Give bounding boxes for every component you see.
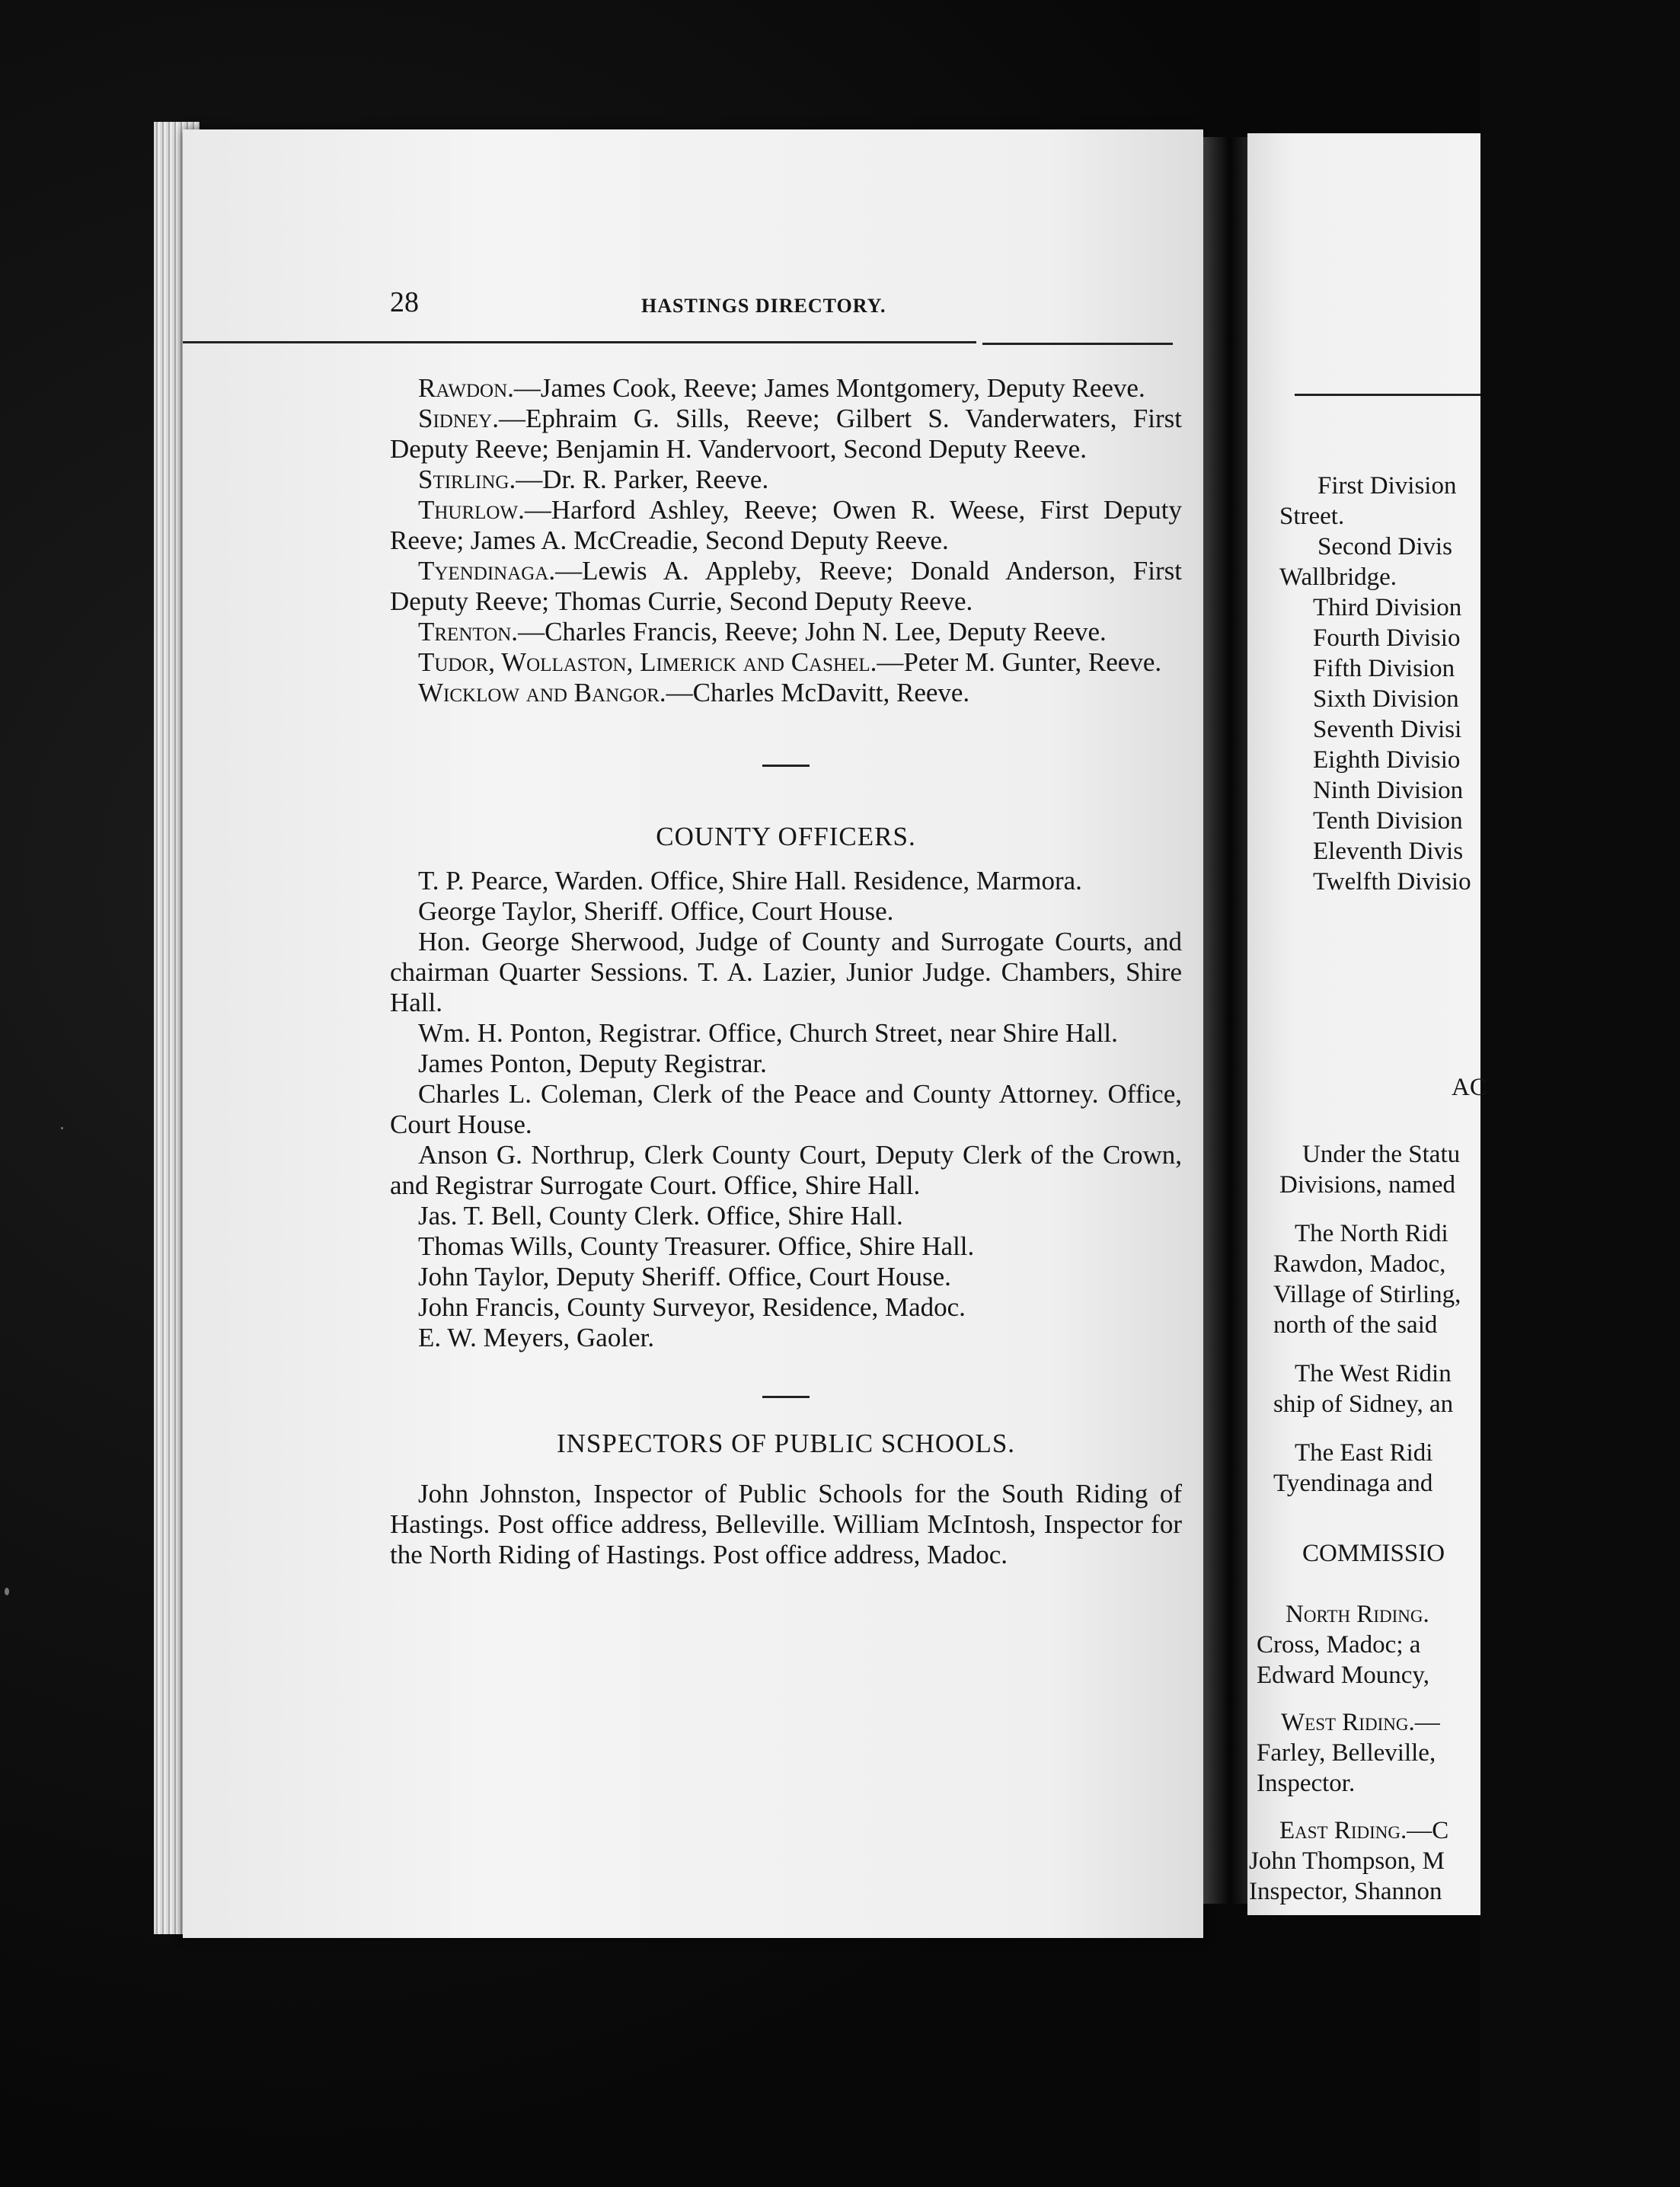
right-line: Farley, Belleville, bbox=[1257, 1739, 1436, 1767]
officer-entry: Thomas Wills, County Treasurer. Office, Shire Hall. bbox=[418, 1231, 975, 1261]
right-line: John Thompson, M bbox=[1249, 1847, 1445, 1875]
right-line: Edward Mouncy, bbox=[1257, 1662, 1429, 1689]
right-line: Cross, Madoc; a bbox=[1257, 1631, 1421, 1659]
right-line: Fourth Divisio bbox=[1313, 624, 1461, 652]
right-line: Second Divis bbox=[1317, 533, 1452, 560]
right-line: Rawdon, Madoc, bbox=[1273, 1250, 1446, 1278]
right-line: Sixth Division bbox=[1313, 685, 1459, 713]
right-line: Eleventh Divis bbox=[1313, 838, 1464, 865]
right-page-commissioners bbox=[1249, 1599, 1508, 1907]
county-officers-heading: COUNTY OFFICERS. bbox=[656, 822, 916, 851]
right-line: Fifth Division bbox=[1313, 655, 1455, 682]
reeve-entry: Tyendinaga.—Lewis A. Appleby, Reeve; Donald Anderson, First Deputy Reeve; Thomas Currie, Second Deputy Reeve. bbox=[390, 556, 1182, 616]
right-line: Ninth Division bbox=[1313, 777, 1464, 804]
header-rule-right bbox=[982, 343, 1173, 345]
reeve-entry: Trenton.—Charles Francis, Reeve; John N. Lee, Deputy Reeve. bbox=[418, 617, 1107, 647]
officer-entry: E. W. Meyers, Gaoler. bbox=[418, 1323, 655, 1352]
left-page-body bbox=[390, 373, 1182, 1570]
film-speck bbox=[61, 1127, 63, 1129]
book-gutter bbox=[1203, 137, 1247, 1904]
officer-entry: Charles L. Coleman, Clerk of the Peace and County Attorney. Office, Court House. bbox=[390, 1079, 1182, 1139]
reeve-entry: Rawdon.—James Cook, Reeve; James Montgomery, Deputy Reeve. bbox=[418, 373, 1145, 403]
inspectors-heading: INSPECTORS OF PUBLIC SCHOOLS. bbox=[556, 1429, 1016, 1458]
officer-entry: John Francis, County Surveyor, Residence, Madoc. bbox=[418, 1292, 966, 1322]
right-heading-ac: AC bbox=[1452, 1074, 1487, 1101]
right-line: The North Ridi bbox=[1295, 1220, 1448, 1247]
reeve-entry: Tudor, Wollaston, Limerick and Cashel.—Peter M. Gunter, Reeve. bbox=[418, 647, 1162, 677]
right-line: Eighth Divisio bbox=[1313, 746, 1461, 774]
officer-entry: John Taylor, Deputy Sheriff. Office, Court House. bbox=[418, 1262, 951, 1291]
right-line: The West Ridin bbox=[1295, 1360, 1452, 1387]
header-rule bbox=[183, 341, 976, 343]
officer-entry: George Taylor, Sheriff. Office, Court House. bbox=[418, 896, 894, 926]
right-header-rule bbox=[1295, 394, 1480, 396]
page-number: 28 bbox=[390, 286, 419, 318]
right-line: Inspector. bbox=[1257, 1770, 1356, 1797]
right-line: North Riding. bbox=[1286, 1601, 1429, 1628]
right-line: ship of Sidney, an bbox=[1273, 1390, 1454, 1418]
right-line: The East Ridi bbox=[1295, 1439, 1433, 1467]
section-divider bbox=[762, 765, 810, 767]
officer-entry: Anson G. Northrup, Clerk County Court, Deputy Clerk of the Crown, and Registrar Surrogate Court. Office, Shire Hall. bbox=[390, 1140, 1182, 1200]
page-header bbox=[207, 286, 1188, 331]
reeves-list bbox=[390, 373, 1182, 708]
running-head: HASTINGS DIRECTORY. bbox=[641, 295, 886, 317]
film-speck bbox=[5, 1588, 9, 1595]
right-page-division-list bbox=[1279, 471, 1508, 897]
right-page-ridings bbox=[1273, 1139, 1508, 1499]
officer-entry: Hon. George Sherwood, Judge of County and Surrogate Courts, and chairman Quarter Sessions. T. A. Lazier, Junior Judge. Chambers, Shire Hall. bbox=[390, 927, 1182, 1017]
right-line: Under the Statu bbox=[1302, 1141, 1461, 1168]
right-line: East Riding.—C bbox=[1279, 1817, 1449, 1844]
right-line: Seventh Divisi bbox=[1313, 716, 1462, 743]
right-line: Tyendinaga and bbox=[1273, 1470, 1433, 1497]
inspectors-paragraph: John Johnston, Inspector of Public Schools for the South Riding of Hastings. Post office address, Belleville. William McIntosh, Inspector for the North Riding of Hastings. Post office address, Madoc. bbox=[390, 1479, 1182, 1569]
reeve-entry: Sidney.—Ephraim G. Sills, Reeve; Gilbert S. Vanderwaters, First Deputy Reeve; Benjamin H. Vandervoort, Second Deputy Reeve. bbox=[390, 404, 1182, 464]
right-line: Wallbridge. bbox=[1279, 564, 1397, 591]
reeve-entry: Wicklow and Bangor.—Charles McDavitt, Reeve. bbox=[418, 678, 970, 707]
officer-entry: James Ponton, Deputy Registrar. bbox=[418, 1049, 767, 1078]
county-officers-list bbox=[390, 866, 1182, 1353]
officer-entry: T. P. Pearce, Warden. Office, Shire Hall. Residence, Marmora. bbox=[418, 866, 1082, 896]
reeve-entry: Thurlow.—Harford Ashley, Reeve; Owen R. Weese, First Deputy Reeve; James A. McCreadie, Second Deputy Reeve. bbox=[390, 495, 1182, 555]
right-line: Inspector, Shannon bbox=[1249, 1878, 1442, 1905]
officer-entry: Wm. H. Ponton, Registrar. Office, Church Street, near Shire Hall. bbox=[418, 1018, 1118, 1048]
officer-entry: Jas. T. Bell, County Clerk. Office, Shire Hall. bbox=[418, 1201, 903, 1231]
right-line: north of the said bbox=[1273, 1311, 1438, 1339]
section-divider bbox=[762, 1396, 810, 1398]
reeve-entry: Stirling.—Dr. R. Parker, Reeve. bbox=[418, 465, 769, 494]
right-line: First Division bbox=[1317, 472, 1457, 500]
right-line: Twelfth Divisio bbox=[1313, 868, 1471, 896]
right-line: Tenth Division bbox=[1313, 807, 1463, 835]
right-line: Divisions, named bbox=[1279, 1171, 1455, 1199]
right-line: Street. bbox=[1279, 503, 1345, 530]
right-line: Third Division bbox=[1313, 594, 1462, 621]
right-line: Village of Stirling, bbox=[1273, 1281, 1461, 1308]
right-line: West Riding.— bbox=[1281, 1709, 1440, 1736]
right-heading-commission: COMMISSIO bbox=[1302, 1540, 1445, 1567]
